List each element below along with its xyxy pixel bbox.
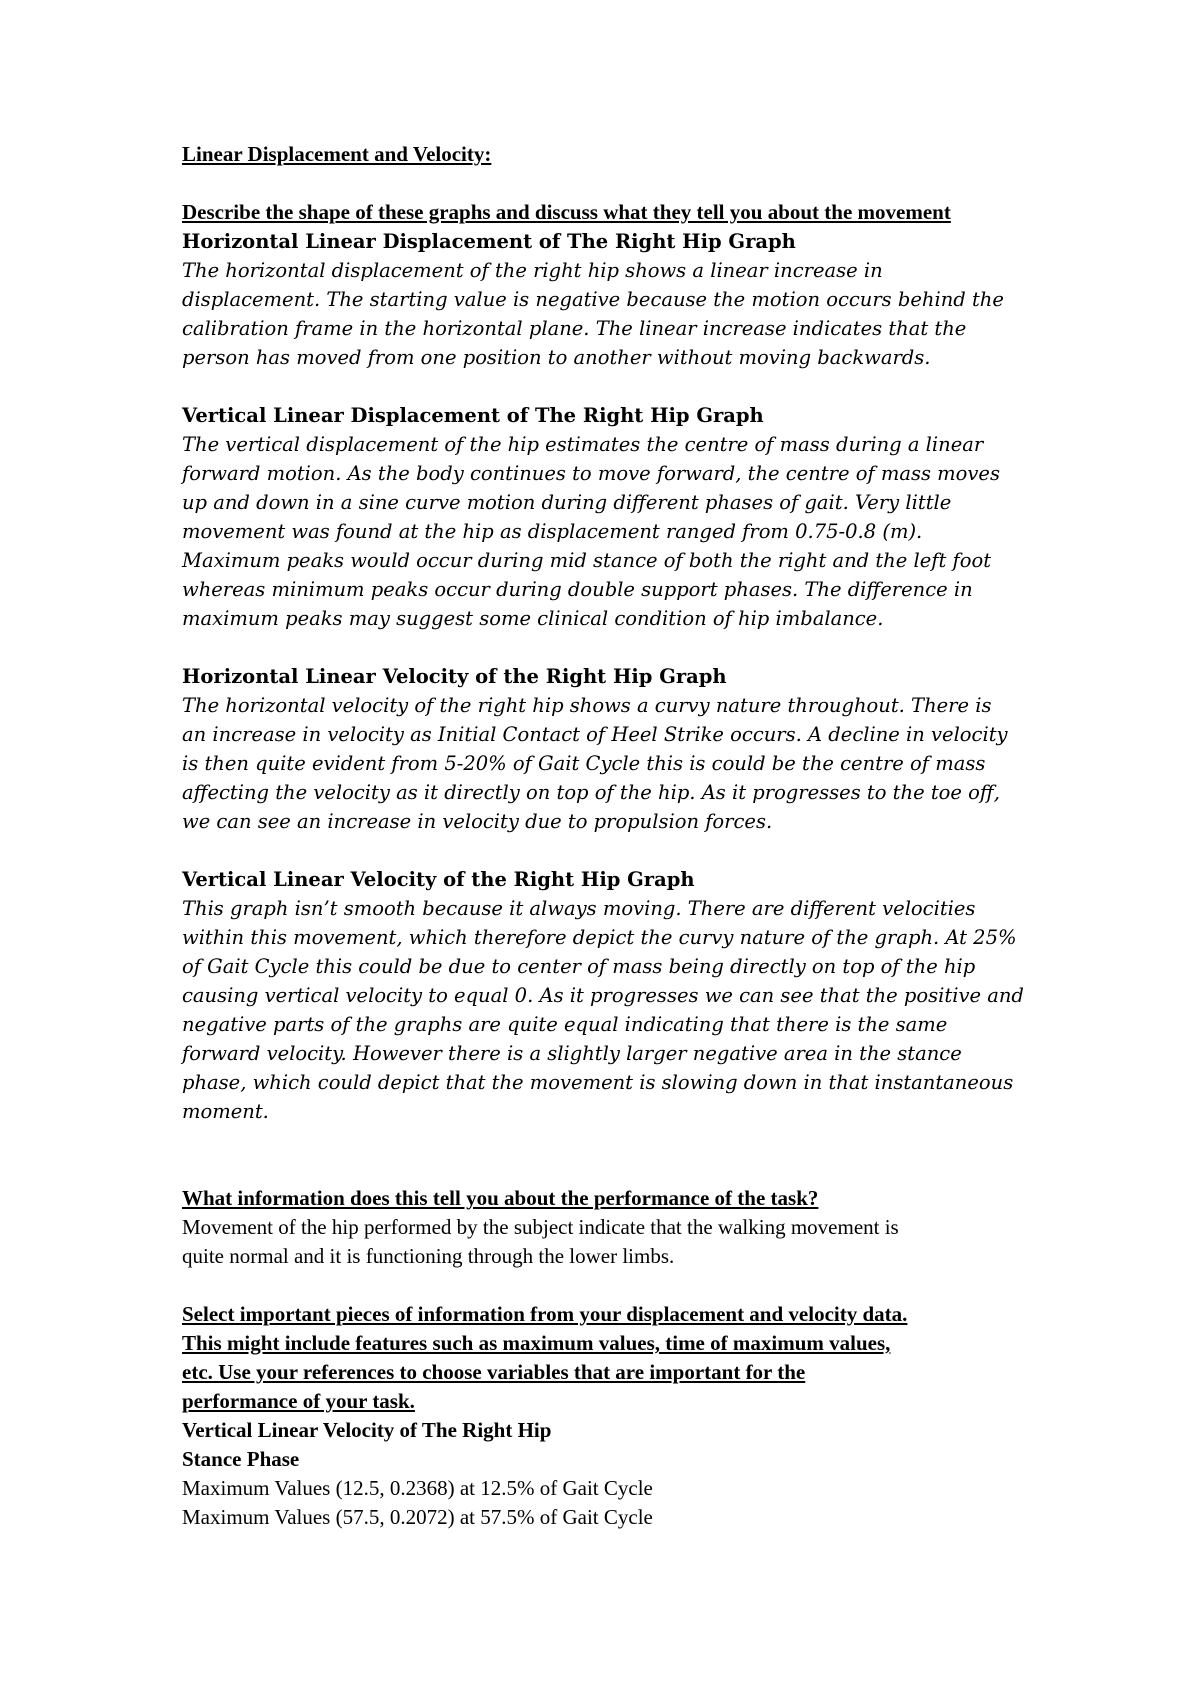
paragraph-line: up and down in a sine curve motion during different phases of gait. Very little: [182, 491, 952, 514]
paragraph-line: moment.: [182, 1100, 269, 1123]
paragraph-line: forward motion. As the body continues to move forward, the centre of mass moves: [182, 462, 1000, 485]
paragraph-line: The horizontal velocity of the right hip shows a curvy nature throughout. There is: [182, 694, 992, 717]
section-heading: Horizontal Linear Displacement of The Right Hip Graph: [182, 230, 796, 253]
phase-label: Stance Phase: [182, 1447, 300, 1471]
section-horizontal-velocity: [182, 662, 1042, 836]
paragraph-line: The horizontal displacement of the right hip shows a linear increase in: [182, 259, 883, 282]
paragraph-line: person has moved from one position to another without moving backwards.: [182, 346, 931, 369]
question-line: performance of your task.: [182, 1389, 415, 1413]
prompt-describe-graphs: Describe the shape of these graphs and discuss what they tell you about the movement: [182, 200, 951, 224]
value-line: Maximum Values (57.5, 0.2072) at 57.5% of Gait Cycle: [182, 1505, 653, 1529]
paragraph-line: Maximum peaks would occur during mid stance of both the right and the left foot: [182, 549, 992, 572]
paragraph-line: we can see an increase in velocity due to propulsion forces.: [182, 810, 773, 833]
paragraph-line: This graph isn’t smooth because it always moving. There are different velocities: [182, 897, 976, 920]
paragraph-line: maximum peaks may suggest some clinical condition of hip imbalance.: [182, 607, 884, 630]
paragraph-line: displacement. The starting value is negative because the motion occurs behind the: [182, 288, 1004, 311]
question-line: etc. Use your references to choose variables that are important for the: [182, 1360, 806, 1384]
section-heading: Vertical Linear Velocity of the Right Hip Graph: [182, 868, 695, 891]
question-line: Select important pieces of information from your displacement and velocity data.: [182, 1302, 908, 1326]
paragraph-line: within this movement, which therefore depict the curvy nature of the graph. At 25%: [182, 926, 1017, 949]
section-vertical-velocity: [182, 865, 1042, 1126]
paragraph-line: is then quite evident from 5-20% of Gait Cycle this is could be the centre of mass: [182, 752, 986, 775]
answer-line: Movement of the hip performed by the subject indicate that the walking movement is: [182, 1215, 899, 1239]
paragraph-line: an increase in velocity as Initial Contact of Heel Strike occurs. A decline in velocity: [182, 723, 1008, 746]
section-performance-question: [182, 1184, 1042, 1271]
paragraph-line: calibration frame in the horizontal plane. The linear increase indicates that the: [182, 317, 967, 340]
subheading: Vertical Linear Velocity of The Right Hip: [182, 1418, 552, 1442]
paragraph-line: causing vertical velocity to equal 0. As it progresses we can see that the positive and: [182, 984, 1024, 1007]
paragraph-line: phase, which could depict that the movement is slowing down in that instantaneous: [182, 1071, 1014, 1094]
section-heading: Horizontal Linear Velocity of the Right Hip Graph: [182, 665, 727, 688]
value-line: Maximum Values (12.5, 0.2368) at 12.5% of Gait Cycle: [182, 1476, 653, 1500]
section-vertical-displacement: [182, 401, 1042, 633]
document-title: Linear Displacement and Velocity:: [182, 142, 492, 166]
paragraph-line: forward velocity. However there is a slightly larger negative area in the stance: [182, 1042, 962, 1065]
section-heading: Vertical Linear Displacement of The Right Hip Graph: [182, 404, 764, 427]
section-select-information: [182, 1300, 1042, 1532]
question-heading: What information does this tell you about the performance of the task?: [182, 1186, 819, 1210]
paragraph-line: movement was found at the hip as displacement ranged from 0.75-0.8 (m).: [182, 520, 923, 543]
answer-line: quite normal and it is functioning through the lower limbs.: [182, 1244, 675, 1268]
paragraph-line: affecting the velocity as it directly on top of the hip. As it progresses to the toe off,: [182, 781, 1000, 804]
paragraph-line: whereas minimum peaks occur during double support phases. The difference in: [182, 578, 973, 601]
paragraph-line: of Gait Cycle this could be due to center of mass being directly on top of the hip: [182, 955, 976, 978]
section-horizontal-displacement: [182, 227, 1042, 372]
document-page: [182, 140, 1042, 1532]
question-line: This might include features such as maximum values, time of maximum values,: [182, 1331, 891, 1355]
paragraph-line: The vertical displacement of the hip estimates the centre of mass during a linear: [182, 433, 984, 456]
paragraph-line: negative parts of the graphs are quite equal indicating that there is the same: [182, 1013, 948, 1036]
